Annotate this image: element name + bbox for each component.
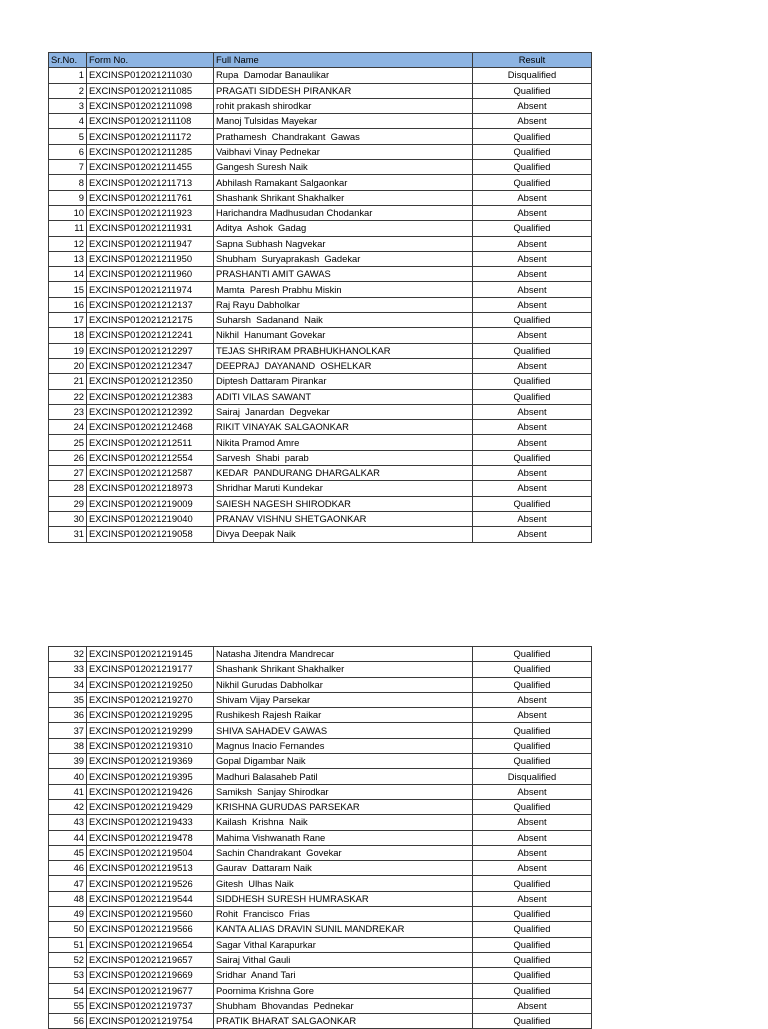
cell-sr-no: 17 — [49, 313, 87, 328]
cell-form-no: EXCINSP012021219009 — [87, 496, 214, 511]
cell-result: Absent — [473, 358, 592, 373]
cell-form-no: EXCINSP012021211923 — [87, 205, 214, 220]
table-row — [49, 677, 592, 692]
cell-full-name: PRATIK BHARAT SALGAONKAR — [214, 1014, 473, 1029]
cell-result: Absent — [473, 404, 592, 419]
header-result: Result — [473, 53, 592, 68]
cell-form-no: EXCINSP012021219177 — [87, 662, 214, 677]
table-row — [49, 374, 592, 389]
table-row — [49, 343, 592, 358]
cell-full-name: DEEPRAJ DAYANAND OSHELKAR — [214, 358, 473, 373]
cell-full-name: Gangesh Suresh Naik — [214, 160, 473, 175]
cell-result: Absent — [473, 692, 592, 707]
table-row — [49, 662, 592, 677]
cell-result: Qualified — [473, 799, 592, 814]
cell-sr-no: 2 — [49, 83, 87, 98]
cell-result: Absent — [473, 815, 592, 830]
cell-sr-no: 20 — [49, 358, 87, 373]
cell-result: Absent — [473, 511, 592, 526]
cell-full-name: Mahima Vishwanath Rane — [214, 830, 473, 845]
cell-sr-no: 48 — [49, 891, 87, 906]
cell-full-name: Madhuri Balasaheb Patil — [214, 769, 473, 784]
cell-full-name: Mamta Paresh Prabhu Miskin — [214, 282, 473, 297]
table-row — [49, 404, 592, 419]
cell-result: Absent — [473, 527, 592, 542]
cell-sr-no: 51 — [49, 937, 87, 952]
table-row — [49, 190, 592, 205]
cell-sr-no: 7 — [49, 160, 87, 175]
cell-full-name: Prathamesh Chandrakant Gawas — [214, 129, 473, 144]
cell-sr-no: 29 — [49, 496, 87, 511]
cell-sr-no: 10 — [49, 205, 87, 220]
cell-form-no: EXCINSP012021211931 — [87, 221, 214, 236]
cell-result: Absent — [473, 998, 592, 1013]
cell-full-name: Kailash Krishna Naik — [214, 815, 473, 830]
table-row — [49, 784, 592, 799]
table-row — [49, 511, 592, 526]
cell-sr-no: 43 — [49, 815, 87, 830]
cell-result: Absent — [473, 891, 592, 906]
cell-sr-no: 55 — [49, 998, 87, 1013]
cell-full-name: Sridhar Anand Tari — [214, 968, 473, 983]
cell-form-no: EXCINSP012021219250 — [87, 677, 214, 692]
cell-full-name: Gopal Digambar Naik — [214, 754, 473, 769]
table-row — [49, 160, 592, 175]
cell-sr-no: 31 — [49, 527, 87, 542]
cell-full-name: Rushikesh Rajesh Raikar — [214, 708, 473, 723]
cell-sr-no: 37 — [49, 723, 87, 738]
cell-sr-no: 30 — [49, 511, 87, 526]
cell-result: Absent — [473, 297, 592, 312]
cell-result: Qualified — [473, 952, 592, 967]
table-row — [49, 983, 592, 998]
cell-form-no: EXCINSP012021211455 — [87, 160, 214, 175]
header-full-name: Full Name — [214, 53, 473, 68]
cell-result: Qualified — [473, 129, 592, 144]
cell-form-no: EXCINSP012021212587 — [87, 466, 214, 481]
cell-form-no: EXCINSP012021212554 — [87, 450, 214, 465]
cell-full-name: Harichandra Madhusudan Chodankar — [214, 205, 473, 220]
table-row — [49, 692, 592, 707]
cell-sr-no: 21 — [49, 374, 87, 389]
table-row — [49, 328, 592, 343]
cell-sr-no: 4 — [49, 114, 87, 129]
cell-form-no: EXCINSP012021211713 — [87, 175, 214, 190]
cell-sr-no: 45 — [49, 845, 87, 860]
cell-result: Absent — [473, 708, 592, 723]
cell-sr-no: 6 — [49, 144, 87, 159]
cell-result: Qualified — [473, 754, 592, 769]
cell-full-name: Sapna Subhash Nagvekar — [214, 236, 473, 251]
cell-form-no: EXCINSP012021212297 — [87, 343, 214, 358]
cell-sr-no: 16 — [49, 297, 87, 312]
cell-form-no: EXCINSP012021219737 — [87, 998, 214, 1013]
cell-full-name: Vaibhavi Vinay Pednekar — [214, 144, 473, 159]
cell-form-no: EXCINSP012021211974 — [87, 282, 214, 297]
cell-sr-no: 35 — [49, 692, 87, 707]
cell-sr-no: 53 — [49, 968, 87, 983]
cell-form-no: EXCINSP012021211285 — [87, 144, 214, 159]
cell-result: Qualified — [473, 662, 592, 677]
cell-sr-no: 26 — [49, 450, 87, 465]
table-row — [49, 450, 592, 465]
cell-result: Qualified — [473, 1014, 592, 1029]
cell-form-no: EXCINSP012021211761 — [87, 190, 214, 205]
table-row — [49, 83, 592, 98]
results-table-page-2 — [48, 646, 592, 1029]
cell-full-name: Sachin Chandrakant Govekar — [214, 845, 473, 860]
cell-form-no: EXCINSP012021219433 — [87, 815, 214, 830]
table-row — [49, 98, 592, 113]
cell-sr-no: 24 — [49, 420, 87, 435]
cell-form-no: EXCINSP012021212175 — [87, 313, 214, 328]
cell-sr-no: 11 — [49, 221, 87, 236]
cell-form-no: EXCINSP012021211947 — [87, 236, 214, 251]
cell-full-name: KANTA ALIAS DRAVIN SUNIL MANDREKAR — [214, 922, 473, 937]
table-row — [49, 236, 592, 251]
cell-full-name: Shubham Suryaprakash Gadekar — [214, 251, 473, 266]
table-row — [49, 420, 592, 435]
cell-sr-no: 44 — [49, 830, 87, 845]
cell-sr-no: 19 — [49, 343, 87, 358]
cell-result: Disqualified — [473, 769, 592, 784]
cell-result: Absent — [473, 251, 592, 266]
table-row — [49, 251, 592, 266]
cell-full-name: Samiksh Sanjay Shirodkar — [214, 784, 473, 799]
table-row — [49, 496, 592, 511]
cell-full-name: Divya Deepak Naik — [214, 527, 473, 542]
cell-full-name: Natasha Jitendra Mandrecar — [214, 647, 473, 662]
table-row — [49, 998, 592, 1013]
cell-full-name: Shivam Vijay Parsekar — [214, 692, 473, 707]
cell-full-name: PRAGATI SIDDESH PIRANKAR — [214, 83, 473, 98]
table-row — [49, 144, 592, 159]
table-row — [49, 876, 592, 891]
cell-result: Qualified — [473, 723, 592, 738]
cell-result: Qualified — [473, 876, 592, 891]
table-row — [49, 647, 592, 662]
cell-form-no: EXCINSP012021212350 — [87, 374, 214, 389]
table-row — [49, 527, 592, 542]
cell-full-name: Sairaj Vithal Gauli — [214, 952, 473, 967]
cell-result: Qualified — [473, 343, 592, 358]
cell-sr-no: 56 — [49, 1014, 87, 1029]
cell-full-name: Abhilash Ramakant Salgaonkar — [214, 175, 473, 190]
table-row — [49, 952, 592, 967]
cell-full-name: TEJAS SHRIRAM PRABHUKHANOLKAR — [214, 343, 473, 358]
cell-sr-no: 1 — [49, 68, 87, 83]
cell-full-name: SIDDHESH SURESH HUMRASKAR — [214, 891, 473, 906]
cell-result: Absent — [473, 98, 592, 113]
cell-full-name: SHIVA SAHADEV GAWAS — [214, 723, 473, 738]
table-row — [49, 738, 592, 753]
cell-result: Absent — [473, 861, 592, 876]
cell-full-name: RIKIT VINAYAK SALGAONKAR — [214, 420, 473, 435]
table-row — [49, 968, 592, 983]
cell-form-no: EXCINSP012021219657 — [87, 952, 214, 967]
cell-result: Qualified — [473, 450, 592, 465]
cell-form-no: EXCINSP012021212511 — [87, 435, 214, 450]
cell-form-no: EXCINSP012021211098 — [87, 98, 214, 113]
table-row — [49, 282, 592, 297]
cell-result: Qualified — [473, 221, 592, 236]
cell-sr-no: 42 — [49, 799, 87, 814]
cell-sr-no: 47 — [49, 876, 87, 891]
header-row — [49, 53, 592, 68]
cell-form-no: EXCINSP012021219310 — [87, 738, 214, 753]
cell-form-no: EXCINSP012021211172 — [87, 129, 214, 144]
table-row — [49, 922, 592, 937]
cell-result: Qualified — [473, 937, 592, 952]
cell-sr-no: 34 — [49, 677, 87, 692]
cell-full-name: Nikita Pramod Amre — [214, 435, 473, 450]
table-row — [49, 68, 592, 83]
table-row — [49, 297, 592, 312]
cell-result: Qualified — [473, 83, 592, 98]
table-row — [49, 845, 592, 860]
cell-result: Qualified — [473, 175, 592, 190]
cell-sr-no: 32 — [49, 647, 87, 662]
cell-sr-no: 27 — [49, 466, 87, 481]
cell-result: Absent — [473, 435, 592, 450]
cell-result: Absent — [473, 282, 592, 297]
cell-result: Absent — [473, 190, 592, 205]
table-row — [49, 769, 592, 784]
cell-form-no: EXCINSP012021219566 — [87, 922, 214, 937]
cell-full-name: ADITI VILAS SAWANT — [214, 389, 473, 404]
cell-sr-no: 46 — [49, 861, 87, 876]
cell-sr-no: 49 — [49, 907, 87, 922]
cell-full-name: Nikhil Hanumant Govekar — [214, 328, 473, 343]
cell-form-no: EXCINSP012021211108 — [87, 114, 214, 129]
cell-result: Qualified — [473, 160, 592, 175]
cell-form-no: EXCINSP012021219526 — [87, 876, 214, 891]
cell-result: Absent — [473, 205, 592, 220]
cell-full-name: Diptesh Dattaram Pirankar — [214, 374, 473, 389]
header-sr-no: Sr.No. — [49, 53, 87, 68]
cell-sr-no: 8 — [49, 175, 87, 190]
cell-result: Absent — [473, 845, 592, 860]
cell-result: Absent — [473, 481, 592, 496]
cell-form-no: EXCINSP012021211085 — [87, 83, 214, 98]
cell-full-name: Gaurav Dattaram Naik — [214, 861, 473, 876]
cell-full-name: Sarvesh Shabi parab — [214, 450, 473, 465]
cell-full-name: Shubham Bhovandas Pednekar — [214, 998, 473, 1013]
cell-sr-no: 52 — [49, 952, 87, 967]
cell-form-no: EXCINSP012021219270 — [87, 692, 214, 707]
cell-form-no: EXCINSP012021219560 — [87, 907, 214, 922]
cell-sr-no: 15 — [49, 282, 87, 297]
cell-form-no: EXCINSP012021219369 — [87, 754, 214, 769]
cell-full-name: Nikhil Gurudas Dabholkar — [214, 677, 473, 692]
header-form-no: Form No. — [87, 53, 214, 68]
cell-full-name: Poornima Krishna Gore — [214, 983, 473, 998]
cell-form-no: EXCINSP012021219754 — [87, 1014, 214, 1029]
cell-full-name: Rupa Damodar Banaulikar — [214, 68, 473, 83]
cell-form-no: EXCINSP012021212468 — [87, 420, 214, 435]
cell-result: Absent — [473, 236, 592, 251]
cell-form-no: EXCINSP012021212137 — [87, 297, 214, 312]
cell-sr-no: 50 — [49, 922, 87, 937]
table-row — [49, 313, 592, 328]
cell-form-no: EXCINSP012021219478 — [87, 830, 214, 845]
table-row — [49, 267, 592, 282]
cell-full-name: rohit prakash shirodkar — [214, 98, 473, 113]
cell-form-no: EXCINSP012021212383 — [87, 389, 214, 404]
cell-form-no: EXCINSP012021219299 — [87, 723, 214, 738]
table-row — [49, 891, 592, 906]
table-row — [49, 481, 592, 496]
cell-result: Qualified — [473, 907, 592, 922]
cell-sr-no: 3 — [49, 98, 87, 113]
table-row — [49, 723, 592, 738]
table-row — [49, 129, 592, 144]
cell-full-name: Raj Rayu Dabholkar — [214, 297, 473, 312]
cell-sr-no: 33 — [49, 662, 87, 677]
table-row — [49, 1014, 592, 1029]
cell-sr-no: 18 — [49, 328, 87, 343]
cell-form-no: EXCINSP012021219544 — [87, 891, 214, 906]
table-row — [49, 754, 592, 769]
cell-form-no: EXCINSP012021219295 — [87, 708, 214, 723]
cell-sr-no: 22 — [49, 389, 87, 404]
cell-full-name: Suharsh Sadanand Naik — [214, 313, 473, 328]
cell-full-name: KEDAR PANDURANG DHARGALKAR — [214, 466, 473, 481]
table-row — [49, 861, 592, 876]
cell-result: Absent — [473, 830, 592, 845]
cell-form-no: EXCINSP012021211030 — [87, 68, 214, 83]
cell-sr-no: 38 — [49, 738, 87, 753]
cell-form-no: EXCINSP012021219395 — [87, 769, 214, 784]
cell-result: Qualified — [473, 922, 592, 937]
cell-full-name: Gitesh Ulhas Naik — [214, 876, 473, 891]
cell-full-name: SAIESH NAGESH SHIRODKAR — [214, 496, 473, 511]
table-row — [49, 830, 592, 845]
cell-sr-no: 9 — [49, 190, 87, 205]
cell-full-name: PRASHANTI AMIT GAWAS — [214, 267, 473, 282]
cell-sr-no: 28 — [49, 481, 87, 496]
cell-sr-no: 13 — [49, 251, 87, 266]
cell-sr-no: 14 — [49, 267, 87, 282]
cell-full-name: Shashank Shrikant Shakhalker — [214, 190, 473, 205]
cell-full-name: Sagar Vithal Karapurkar — [214, 937, 473, 952]
cell-full-name: Manoj Tulsidas Mayekar — [214, 114, 473, 129]
cell-form-no: EXCINSP012021219040 — [87, 511, 214, 526]
cell-result: Qualified — [473, 738, 592, 753]
table-row — [49, 435, 592, 450]
cell-result: Qualified — [473, 496, 592, 511]
cell-result: Absent — [473, 420, 592, 435]
cell-sr-no: 12 — [49, 236, 87, 251]
cell-result: Absent — [473, 784, 592, 799]
cell-full-name: Shashank Shrikant Shakhalker — [214, 662, 473, 677]
cell-sr-no: 41 — [49, 784, 87, 799]
cell-form-no: EXCINSP012021219513 — [87, 861, 214, 876]
cell-full-name: Magnus Inacio Fernandes — [214, 738, 473, 753]
cell-result: Absent — [473, 114, 592, 129]
table-row — [49, 389, 592, 404]
table-row — [49, 937, 592, 952]
cell-full-name: Shridhar Maruti Kundekar — [214, 481, 473, 496]
cell-result: Qualified — [473, 144, 592, 159]
cell-sr-no: 39 — [49, 754, 87, 769]
table-row — [49, 708, 592, 723]
table-row — [49, 205, 592, 220]
cell-form-no: EXCINSP012021219669 — [87, 968, 214, 983]
cell-form-no: EXCINSP012021219145 — [87, 647, 214, 662]
cell-form-no: EXCINSP012021218973 — [87, 481, 214, 496]
cell-full-name: KRISHNA GURUDAS PARSEKAR — [214, 799, 473, 814]
cell-form-no: EXCINSP012021219654 — [87, 937, 214, 952]
cell-sr-no: 54 — [49, 983, 87, 998]
results-table-page-1 — [48, 52, 592, 543]
cell-sr-no: 25 — [49, 435, 87, 450]
cell-result: Qualified — [473, 313, 592, 328]
cell-sr-no: 36 — [49, 708, 87, 723]
cell-form-no: EXCINSP012021211960 — [87, 267, 214, 282]
cell-form-no: EXCINSP012021211950 — [87, 251, 214, 266]
cell-result: Qualified — [473, 374, 592, 389]
cell-result: Qualified — [473, 968, 592, 983]
cell-result: Absent — [473, 267, 592, 282]
cell-full-name: PRANAV VISHNU SHETGAONKAR — [214, 511, 473, 526]
cell-sr-no: 23 — [49, 404, 87, 419]
cell-result: Qualified — [473, 983, 592, 998]
cell-sr-no: 40 — [49, 769, 87, 784]
cell-form-no: EXCINSP012021219058 — [87, 527, 214, 542]
table-row — [49, 114, 592, 129]
cell-full-name: Aditya Ashok Gadag — [214, 221, 473, 236]
cell-form-no: EXCINSP012021212392 — [87, 404, 214, 419]
table-row — [49, 358, 592, 373]
cell-form-no: EXCINSP012021219429 — [87, 799, 214, 814]
cell-sr-no: 5 — [49, 129, 87, 144]
table-row — [49, 175, 592, 190]
cell-full-name: Sairaj Janardan Degvekar — [214, 404, 473, 419]
table-row — [49, 799, 592, 814]
cell-result: Absent — [473, 328, 592, 343]
cell-result: Qualified — [473, 389, 592, 404]
table-row — [49, 466, 592, 481]
cell-form-no: EXCINSP012021219504 — [87, 845, 214, 860]
cell-full-name: Rohit Francisco Frias — [214, 907, 473, 922]
cell-form-no: EXCINSP012021219426 — [87, 784, 214, 799]
cell-result: Absent — [473, 466, 592, 481]
cell-form-no: EXCINSP012021212241 — [87, 328, 214, 343]
cell-result: Qualified — [473, 677, 592, 692]
table-row — [49, 221, 592, 236]
table-row — [49, 815, 592, 830]
table-row — [49, 907, 592, 922]
cell-form-no: EXCINSP012021212347 — [87, 358, 214, 373]
cell-form-no: EXCINSP012021219677 — [87, 983, 214, 998]
cell-result: Disqualified — [473, 68, 592, 83]
cell-result: Qualified — [473, 647, 592, 662]
